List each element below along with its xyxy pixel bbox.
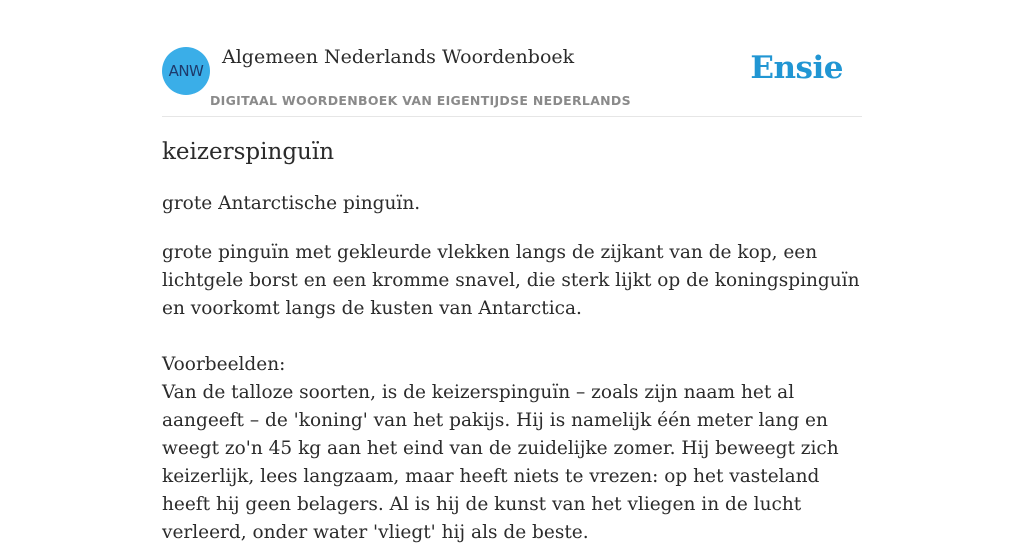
logo-text: ANW — [168, 62, 204, 80]
example-text: Van de talloze soorten, is de keizerspinguïn – zoals zijn naam het al aangeeft – de 'koning' van het pakijs. Hij is namelijk één meter lang en weegt zo'n 45 kg aan het eind van de zuidelijke zomer. Hij beweegt zich keizerlijk, lees langzaam, maar heeft niets te vrezen: op het vasteland heeft hij geen belagers. Al is hij de kunst van het vliegen in de lucht verleerd, onder water 'vliegt' hij als de beste. — [162, 382, 839, 543]
site-header — [162, 0, 862, 117]
anw-logo[interactable] — [162, 47, 210, 95]
paragraph-gap — [162, 323, 864, 351]
examples-label: Voorbeelden: — [162, 354, 286, 375]
site-title[interactable]: Algemeen Nederlands Woordenboek — [222, 46, 575, 68]
entry-short-definition: grote Antarctische pinguïn. — [162, 193, 421, 214]
entry-headword: keizerspinguïn — [162, 139, 335, 165]
site-subtitle: DIGITAAL WOORDENBOEK VAN EIGENTIJDSE NEDERLANDS — [210, 93, 631, 108]
page — [162, 0, 862, 543]
entry-body — [162, 239, 864, 547]
entry-long-definition: grote pinguïn met gekleurde vlekken langs de zijkant van de kop, een lichtgele borst en een kromme snavel, die sterk lijkt op de koningspinguïn en voorkomt langs de kusten van Antarctica. — [162, 242, 860, 319]
ensie-brand-logo[interactable]: Ensie — [750, 50, 843, 86]
